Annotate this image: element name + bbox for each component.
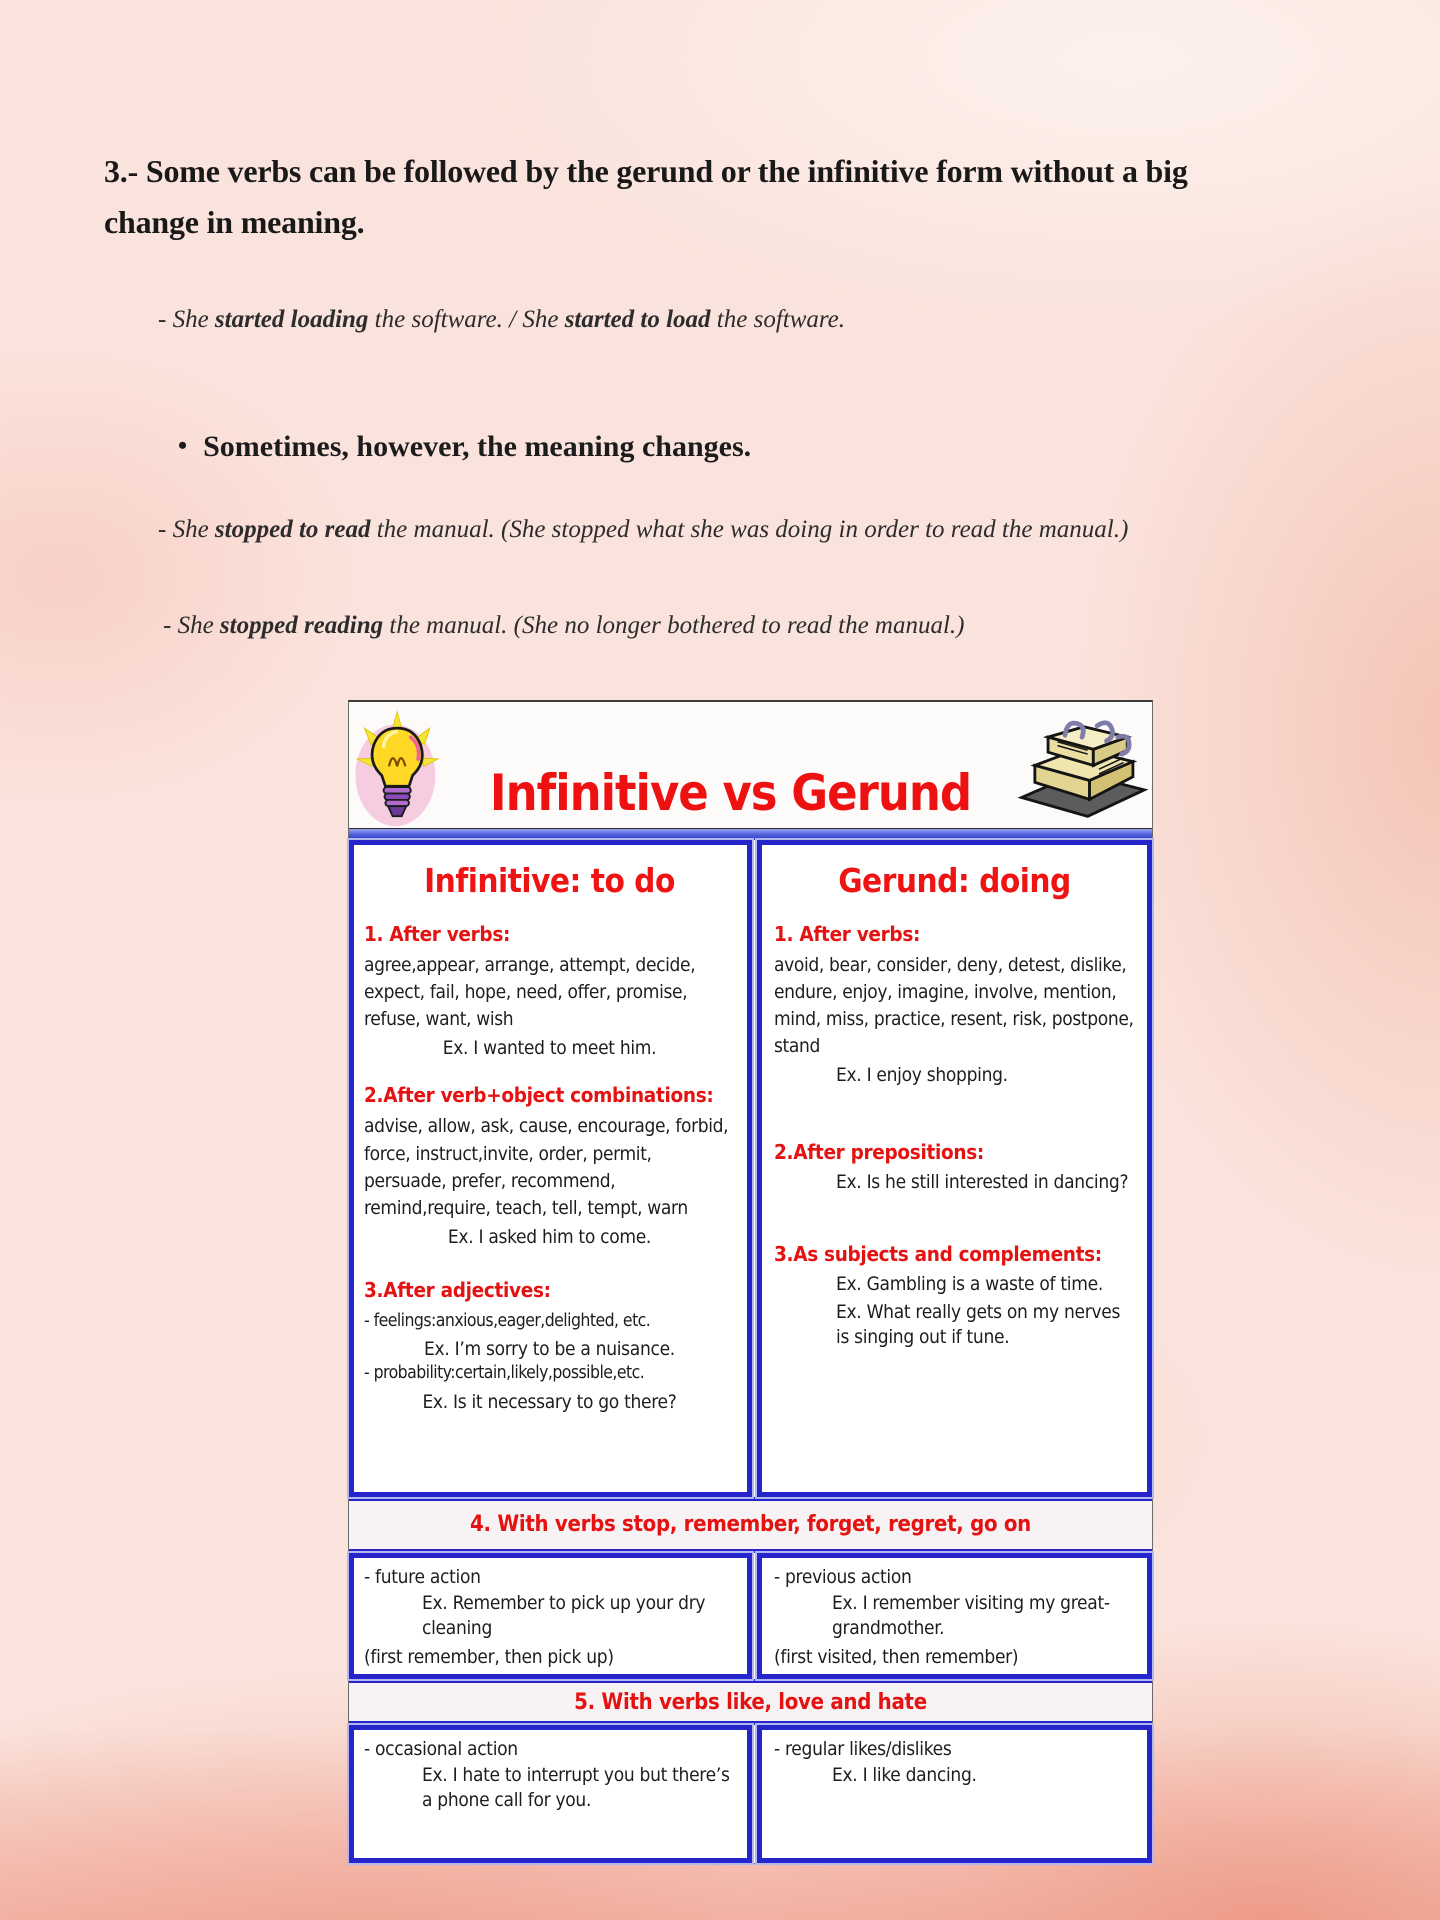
example-text: the software. / She [368, 306, 565, 333]
gerund-section-3-heading: 3.As subjects and complements: [774, 1241, 1102, 1266]
row4-gerund-cell [757, 1553, 1152, 1679]
row4-columns [349, 1553, 1152, 1679]
example-text: - She [163, 612, 220, 639]
row4-right-note: (first visited, then remember) [774, 1646, 1019, 1669]
bullet-marker-icon: • [178, 431, 188, 460]
example-bold: started to load [564, 306, 711, 333]
example-bold: started loading [214, 306, 369, 333]
section-heading: 3.- Some verbs can be followed by the gerund or the infinitive form without a big change in meaning. [104, 153, 1188, 240]
row4-left-label: - future action [364, 1566, 481, 1588]
example-text: the manual. (She stopped what she was doing in order to read the manual.) [370, 516, 1129, 543]
example-text: - She [158, 516, 215, 543]
infinitive-section-3-heading: 3.After adjectives: [364, 1278, 551, 1303]
title-divider-bar [349, 828, 1152, 840]
row4-right-label: - previous action [774, 1566, 912, 1588]
row5-left-label: - occasional action [364, 1738, 518, 1760]
infinitive-section-1-verbs: agree,appear, arrange, attempt, decide, expect, fail, hope, need, offer, promise, refuse, want, wish [364, 954, 696, 1031]
notebook-icon [1016, 716, 1148, 828]
example-stopped-reading [163, 606, 983, 645]
gerund-section-3-example-1: Ex. Gambling is a waste of time. [836, 1272, 1103, 1295]
bullet-point [178, 430, 751, 464]
row4-infinitive-cell [349, 1553, 752, 1679]
example-stopped-to-read [158, 510, 1163, 549]
infinitive-feelings-line: - feelings:anxious,eager,delighted, etc. [364, 1311, 651, 1332]
example-started [158, 300, 845, 339]
example-text: the manual. (She no longer bothered to read the manual.) [383, 612, 965, 639]
row4-left-example: Ex. Remember to pick up your dry cleaning [422, 1592, 706, 1640]
bullet-text: Sometimes, however, the meaning changes. [203, 430, 752, 463]
infinitive-feelings-example: Ex. I’m sorry to be a nuisance. [424, 1338, 675, 1361]
gerund-section-3-example-2: Ex. What really gets on my nerves is singing out if tune. [836, 1300, 1121, 1349]
example-text: - She [158, 306, 215, 333]
gerund-section-1-heading: 1. After verbs: [774, 922, 921, 946]
row5-gerund-cell [757, 1725, 1152, 1863]
lightbulb-icon [353, 710, 445, 828]
gerund-column [757, 840, 1152, 1497]
infinitive-column [349, 840, 752, 1497]
comparison-columns [349, 840, 1152, 1497]
row5-columns [349, 1725, 1152, 1863]
row5-band-heading: 5. With verbs like, love and hate [349, 1679, 1152, 1725]
row4-band-heading: 4. With verbs stop, remember, forget, regret, go on [349, 1497, 1152, 1553]
infinitive-probability-example: Ex. Is it necessary to go there? [422, 1390, 677, 1413]
row4-left-note: (first remember, then pick up) [364, 1646, 614, 1669]
infinitive-section-2-example: Ex. I asked him to come. [447, 1226, 652, 1249]
infinitive-section-2-heading: 2.After verb+object combinations: [364, 1083, 714, 1108]
gerund-section-1-example: Ex. I enjoy shopping. [836, 1063, 1008, 1086]
poster-title-row [349, 702, 1152, 828]
row5-right-label: - regular likes/dislikes [774, 1738, 952, 1760]
gerund-section-2-heading: 2.After prepositions: [774, 1140, 984, 1165]
infinitive-vs-gerund-poster [348, 700, 1153, 1864]
example-bold: stopped reading [219, 612, 384, 639]
poster-title: Infinitive vs Gerund [489, 764, 972, 822]
infinitive-probability-line: - probability:certain,likely,possible,etc. [364, 1363, 645, 1384]
row4-right-example: Ex. I remember visiting my great-grandmother. [832, 1592, 1110, 1640]
infinitive-section-1-heading: 1. After verbs: [364, 922, 511, 946]
infinitive-column-header: Infinitive: to do [424, 861, 675, 900]
example-text: the software. [710, 306, 846, 333]
row5-infinitive-cell [349, 1725, 752, 1863]
gerund-column-header: Gerund: doing [838, 861, 1071, 900]
gerund-section-2-example: Ex. Is he still interested in dancing? [836, 1171, 1129, 1194]
example-bold: stopped to read [214, 516, 371, 543]
infinitive-section-1-example: Ex. I wanted to meet him. [442, 1037, 657, 1060]
infinitive-section-2-verbs: advise, allow, ask, cause, encourage, forbid, force, instruct,invite, order, permit, persuade, prefer, recommend, remind,require, teach, tell, tempt, warn [364, 1115, 729, 1219]
row5-left-example: Ex. I hate to interrupt you but there’s a phone call for you. [422, 1764, 730, 1812]
row5-right-example: Ex. I like dancing. [832, 1764, 977, 1786]
gerund-section-1-verbs: avoid, bear, consider, deny, detest, dislike, endure, enjoy, imagine, involve, mention, mind, miss, practice, resent, risk, postpone, stand [774, 954, 1134, 1058]
